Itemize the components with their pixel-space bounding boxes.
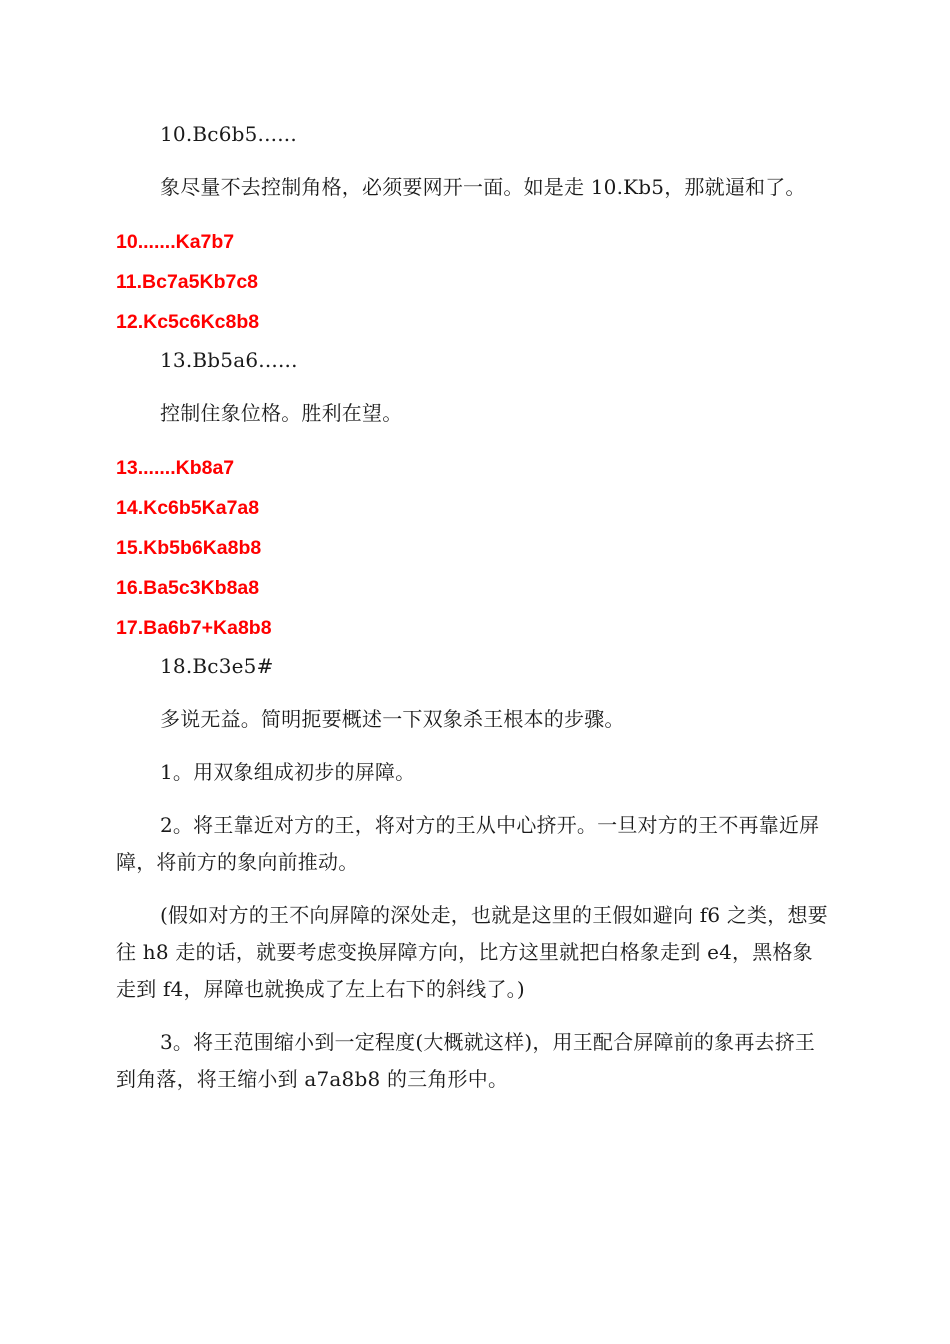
highlighted-move-11: 11.Bc7a5Kb7c8	[116, 271, 259, 293]
document-page	[116, 116, 828, 1098]
highlighted-move-10-black: 10.......Ka7b7	[116, 231, 235, 253]
move-line-18-checkmate: 18.Bc3e5#	[160, 654, 274, 678]
highlighted-move-16: 16.Ba5c3Kb8a8	[116, 577, 260, 599]
step-2: 2。将王靠近对方的王，将对方的王从中心挤开。一旦对方的王不再靠近屏障，将前方的象向前推动。	[116, 813, 820, 874]
commentary-paragraph: 象尽量不去控制角格，必须要网开一面。如是走 10.Kb5，那就逼和了。	[160, 175, 806, 199]
step-1: 1。用双象组成初步的屏障。	[160, 760, 416, 784]
step-3: 3。将王范围缩小到一定程度(大概就这样)，用王配合屏障前的象再去挤王到角落，将王缩小到 a7a8b8 的三角形中。	[116, 1030, 816, 1091]
highlighted-move-17: 17.Ba6b7+Ka8b8	[116, 617, 272, 639]
commentary-paragraph: 控制住象位格。胜利在望。	[160, 401, 403, 425]
highlighted-move-13-black: 13.......Kb8a7	[116, 457, 235, 479]
highlighted-move-14: 14.Kc6b5Ka7a8	[116, 497, 260, 519]
move-line-10-white: 10.Bc6b5......	[160, 122, 297, 146]
step-2-note: (假如对方的王不向屏障的深处走，也就是这里的王假如避向 f6 之类，想要往 h8 走的话，就要考虑变换屏障方向，比方这里就把白格象走到 e4，黑格象走到 f4，屏障也就换成了左上右下的斜线了。)	[116, 903, 828, 1001]
highlighted-move-12: 12.Kc5c6Kc8b8	[116, 311, 260, 333]
highlighted-move-15: 15.Kb5b6Ka8b8	[116, 537, 262, 559]
move-line-13-white: 13.Bb5a6......	[160, 348, 298, 372]
summary-intro: 多说无益。简明扼要概述一下双象杀王根本的步骤。	[160, 707, 625, 731]
